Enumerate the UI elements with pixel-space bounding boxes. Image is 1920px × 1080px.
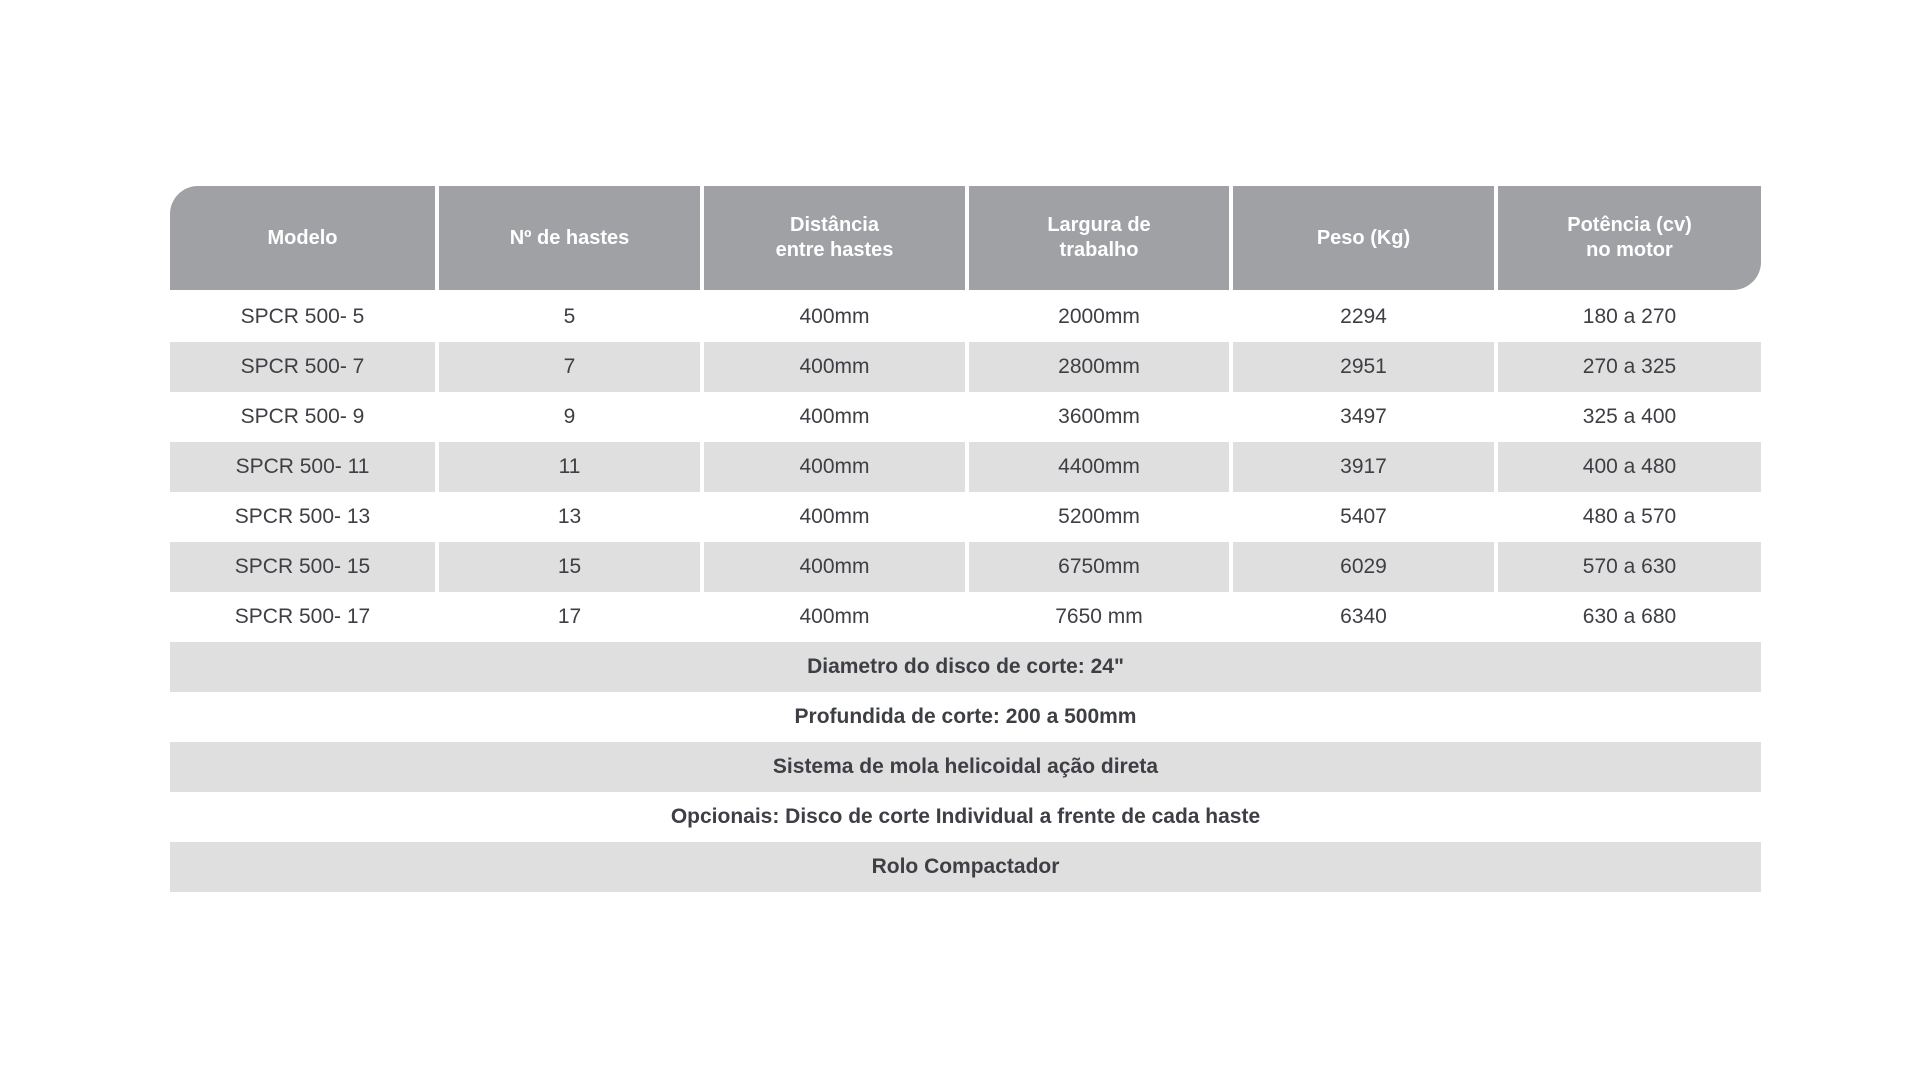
cell-largura: 5200mm bbox=[1058, 505, 1140, 528]
table-header bbox=[170, 186, 1761, 290]
cell-distancia: 400mm bbox=[799, 505, 870, 528]
cell-distancia: 400mm bbox=[799, 305, 870, 328]
spec-table bbox=[170, 186, 1761, 892]
cell-potencia: 180 a 270 bbox=[1582, 305, 1677, 328]
table-row bbox=[170, 442, 1761, 492]
note-optionals: Opcionais: Disco de corte Individual a frente de cada haste bbox=[670, 805, 1261, 828]
cell-distancia: 400mm bbox=[704, 342, 965, 392]
cell-modelo: SPCR 500- 13 bbox=[234, 505, 371, 528]
cell-hastes: 11 bbox=[439, 442, 700, 492]
table-row bbox=[170, 342, 1761, 392]
cell-largura: 4400mm bbox=[969, 442, 1229, 492]
note-spring-system: Sistema de mola helicoidal ação direta bbox=[170, 742, 1761, 792]
header-hastes: Nº de hastes bbox=[439, 186, 700, 290]
cell-potencia: 630 a 680 bbox=[1582, 605, 1677, 628]
cell-largura: 2800mm bbox=[969, 342, 1229, 392]
cell-distancia: 400mm bbox=[799, 605, 870, 628]
header-modelo: Modelo bbox=[170, 186, 435, 290]
note-disc-diameter: Diametro do disco de corte: 24" bbox=[170, 642, 1761, 692]
table-row bbox=[170, 392, 1761, 442]
cell-peso: 2294 bbox=[1340, 305, 1387, 328]
cell-hastes: 13 bbox=[557, 505, 582, 528]
cell-peso: 6340 bbox=[1340, 605, 1387, 628]
cell-hastes: 17 bbox=[557, 605, 582, 628]
table-row bbox=[170, 592, 1761, 642]
cell-modelo: SPCR 500- 15 bbox=[170, 542, 435, 592]
table-row bbox=[170, 542, 1761, 592]
cell-distancia: 400mm bbox=[704, 442, 965, 492]
note-cut-depth: Profundida de corte: 200 a 500mm bbox=[794, 705, 1137, 728]
cell-distancia: 400mm bbox=[799, 405, 870, 428]
cell-peso: 6029 bbox=[1233, 542, 1494, 592]
cell-peso: 3917 bbox=[1233, 442, 1494, 492]
cell-hastes: 5 bbox=[563, 305, 576, 328]
cell-potencia: 400 a 480 bbox=[1498, 442, 1761, 492]
cell-potencia: 480 a 570 bbox=[1582, 505, 1677, 528]
header-potencia: Potência (cv) no motor bbox=[1498, 186, 1761, 290]
header-peso: Peso (Kg) bbox=[1233, 186, 1494, 290]
cell-largura: 6750mm bbox=[969, 542, 1229, 592]
note-roller: Rolo Compactador bbox=[170, 842, 1761, 892]
cell-largura: 7650 mm bbox=[1055, 605, 1143, 628]
cell-modelo: SPCR 500- 17 bbox=[234, 605, 371, 628]
header-largura: Largura de trabalho bbox=[969, 186, 1229, 290]
cell-potencia: 325 a 400 bbox=[1582, 405, 1677, 428]
cell-modelo: SPCR 500- 9 bbox=[240, 405, 365, 428]
cell-modelo: SPCR 500- 11 bbox=[170, 442, 435, 492]
cell-modelo: SPCR 500- 5 bbox=[240, 305, 365, 328]
cell-hastes: 7 bbox=[439, 342, 700, 392]
table-row bbox=[170, 492, 1761, 542]
cell-potencia: 270 a 325 bbox=[1498, 342, 1761, 392]
cell-peso: 2951 bbox=[1233, 342, 1494, 392]
cell-largura: 2000mm bbox=[1058, 305, 1140, 328]
cell-modelo: SPCR 500- 7 bbox=[170, 342, 435, 392]
table-row bbox=[170, 292, 1761, 342]
cell-potencia: 570 a 630 bbox=[1498, 542, 1761, 592]
cell-peso: 3497 bbox=[1340, 405, 1387, 428]
cell-hastes: 9 bbox=[563, 405, 576, 428]
cell-hastes: 15 bbox=[439, 542, 700, 592]
cell-largura: 3600mm bbox=[1058, 405, 1140, 428]
cell-peso: 5407 bbox=[1340, 505, 1387, 528]
table-body bbox=[170, 292, 1761, 892]
cell-distancia: 400mm bbox=[704, 542, 965, 592]
header-distancia: Distância entre hastes bbox=[704, 186, 965, 290]
